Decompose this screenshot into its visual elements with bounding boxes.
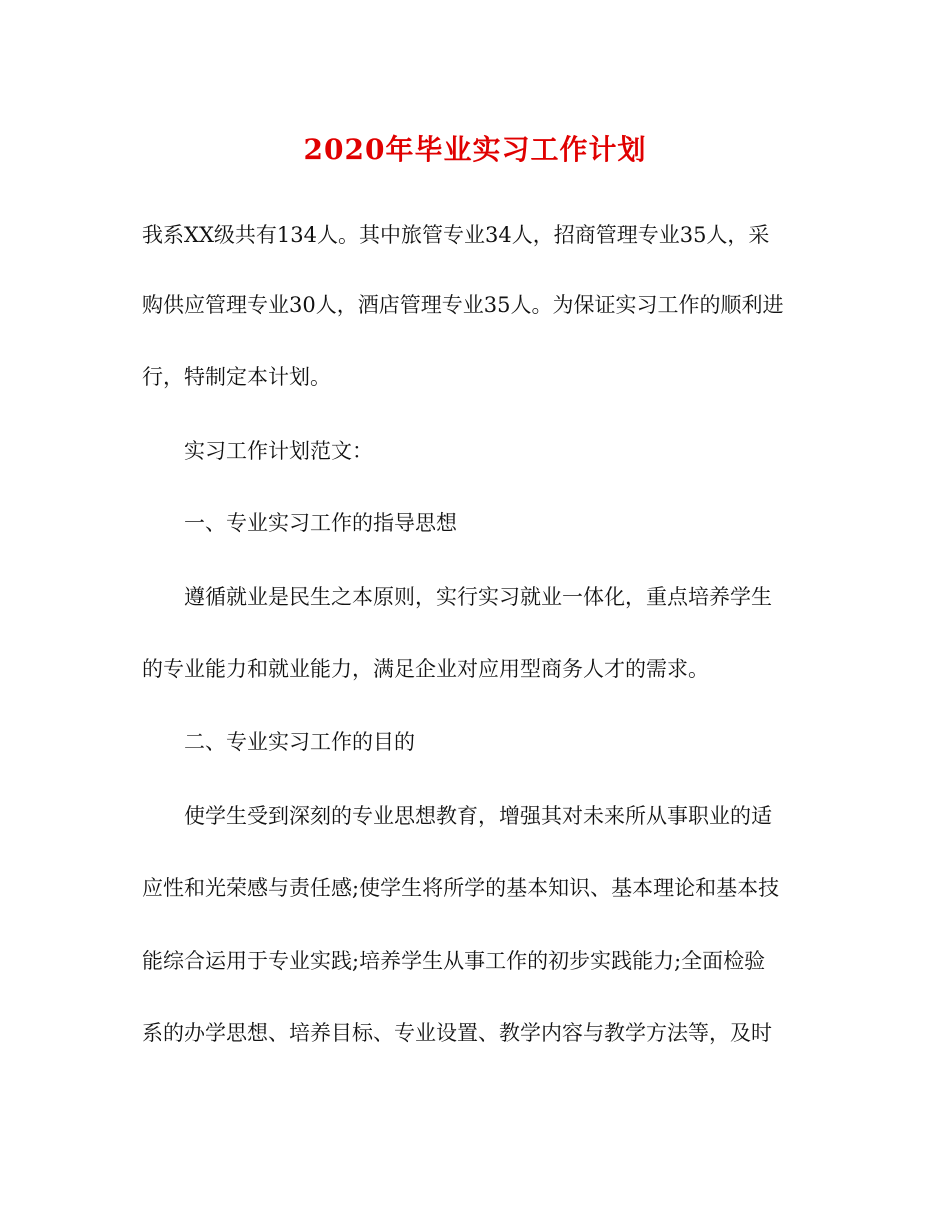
body-line-3: 行，特制定本计划。 xyxy=(142,365,331,389)
heading-2: 二、专业实习工作的目的 xyxy=(184,730,415,754)
body-line-1: 我系XX级共有134人。其中旅管专业34人，招商管理专业35人，采 xyxy=(142,223,770,247)
body-line-9: 使学生受到深刻的专业思想教育，增强其对未来所从事职业的适 xyxy=(184,804,772,828)
body-line-11: 能综合运用于专业实践;培养学生从事工作的初步实践能力;全面检验 xyxy=(142,949,766,973)
body-line-12: 系的办学思想、培养目标、专业设置、教学内容与教学方法等，及时 xyxy=(142,1021,772,1045)
body-line-10: 应性和光荣感与责任感;使学生将所学的基本知识、基本理论和基本技 xyxy=(142,876,780,900)
document-title: 2020年毕业实习工作计划 xyxy=(303,133,647,166)
section-intro: 实习工作计划范文： xyxy=(184,439,373,463)
body-line-2: 购供应管理专业30人，酒店管理专业35人。为保证实习工作的顺利进 xyxy=(142,293,784,317)
body-line-6: 遵循就业是民生之本原则，实行实习就业一体化，重点培养学生 xyxy=(184,585,772,609)
body-line-7: 的专业能力和就业能力，满足企业对应用型商务人才的需求。 xyxy=(142,657,709,681)
heading-1: 一、专业实习工作的指导思想 xyxy=(184,511,457,535)
